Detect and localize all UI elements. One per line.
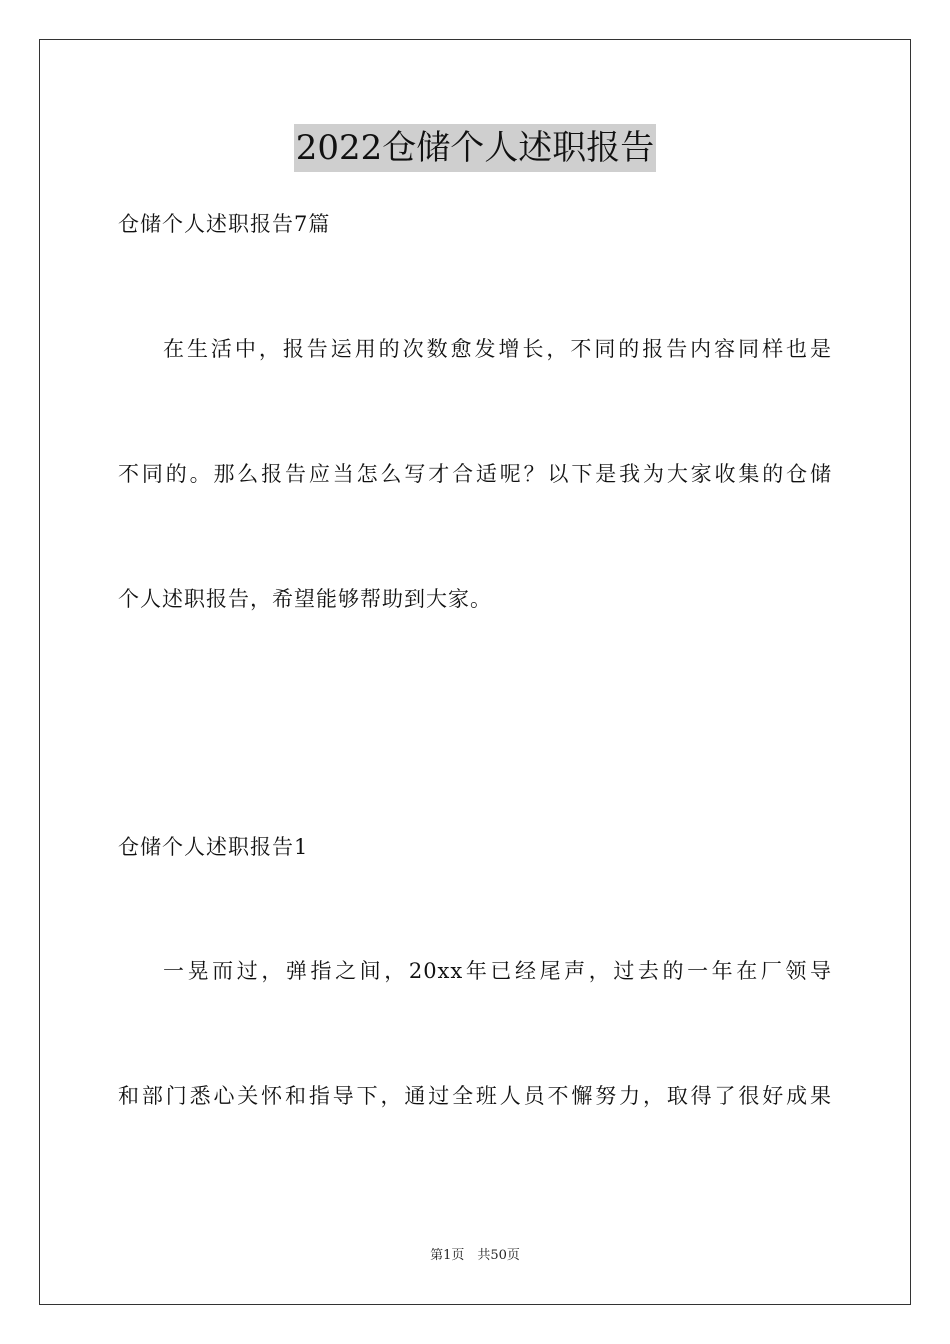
section-heading: 仓储个人述职报告1 [118,835,309,859]
section-line-2: 和部门悉心关怀和指导下，通过全班人员不懈努力，取得了很好成果 [118,1084,832,1108]
intro-line-2: 不同的。那么报告应当怎么写才合适呢？以下是我为大家收集的仓储 [118,462,832,486]
title-container [0,124,950,172]
section-line-1: 一晃而过，弹指之间，20xx年已经尾声，过去的一年在厂领导 [163,959,832,983]
intro-line-1: 在生活中，报告运用的次数愈发增长，不同的报告内容同样也是 [163,337,832,361]
document-title: 2022仓储个人述职报告 [294,124,657,172]
intro-line-3: 个人述职报告，希望能够帮助到大家。 [118,587,492,611]
document-subtitle: 仓储个人述职报告7篇 [118,212,331,236]
page-number-footer: 第1页 共50页 [430,1248,520,1263]
